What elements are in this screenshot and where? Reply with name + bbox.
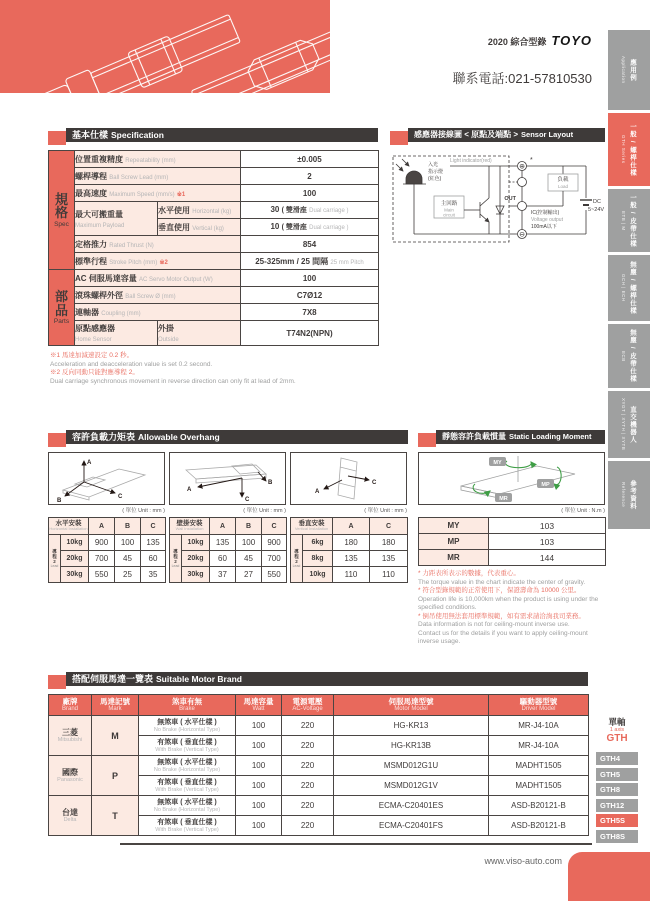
- col-header: 驅動器型號 Driver Model: [489, 695, 589, 716]
- voltage-cell: 220: [282, 816, 334, 836]
- tab-zh-label: 應用例: [629, 58, 636, 82]
- section-title: [66, 128, 378, 142]
- svg-text:A: A: [315, 489, 320, 495]
- overhang-table-vertical: [290, 517, 408, 583]
- svg-text:*: *: [530, 157, 533, 164]
- value-cell: 180: [333, 535, 370, 551]
- note-line: Contact us for the details if you want to apply ceiling-mount inverse usage.: [418, 629, 588, 645]
- svg-text:A: A: [87, 460, 92, 466]
- spec-label: AC 伺服馬達容量 AC Servo Motor Output (W): [75, 270, 241, 287]
- overhang-table-name: 垂直安裝 Vertical Installation: [291, 518, 333, 535]
- section-title: [66, 672, 588, 686]
- svg-text:C: C: [245, 497, 250, 503]
- tab-en-label: GTH Series: [621, 135, 626, 164]
- load-cell: 20kg: [182, 551, 210, 567]
- spec-group-parts: 部品 Parts: [49, 270, 75, 346]
- lead-cell: 導程 2 Lead: [49, 535, 61, 583]
- catalog-edition: [488, 33, 592, 48]
- svg-text:5~24V: 5~24V: [588, 207, 605, 213]
- spec-value: 7X8: [241, 304, 379, 321]
- value-cell: 110: [333, 567, 370, 583]
- col-header: B: [115, 518, 141, 535]
- tab-zh-label: 一般 / 螺桿仕樣: [629, 122, 636, 177]
- website-link[interactable]: www.viso-auto.com: [484, 856, 562, 866]
- motor-row: [49, 716, 589, 736]
- note-line: ※1 馬達加減速設定 0.2 秒。: [50, 352, 134, 359]
- brake-cell: 無煞車 ( 水平仕樣 ) No Brake (Horizontal Type): [139, 796, 236, 816]
- voltage-cell: 220: [282, 736, 334, 756]
- driver-model-cell: MADHT1505: [489, 776, 589, 796]
- note-line: Dual carriage synchronous movement in reverse direction can only fit at lead of 2mm.: [50, 377, 296, 385]
- gth-tab-gth12[interactable]: GTH12: [596, 799, 638, 812]
- catalog-edition-label: 2020 綜合型錄: [487, 37, 547, 47]
- spec-label: 螺桿導程 Ball Screw Lead (mm): [75, 168, 241, 185]
- tab-zh-label: 參考資料: [629, 480, 636, 510]
- svg-text:Main: Main: [444, 207, 454, 213]
- moment-value: 103: [489, 518, 606, 534]
- note-line: * 力距表所表示的數據，代表重心。: [418, 570, 520, 577]
- svg-text:B: B: [268, 480, 273, 486]
- section-title-en: Suitable Motor Brand: [156, 674, 242, 684]
- note-line: Operation life is 10,000km when the product is using under the specified conditions.: [418, 595, 599, 611]
- watt-cell: 100: [236, 736, 282, 756]
- sidebar-tab-ecb[interactable]: [608, 324, 650, 388]
- watt-cell: 100: [236, 796, 282, 816]
- col-header: C: [262, 518, 287, 535]
- gth-tab-gth5s[interactable]: GTH5S: [596, 814, 638, 827]
- value-cell: 37: [210, 567, 236, 583]
- load-cell: 10kg: [182, 535, 210, 551]
- sidebar-tab-reference[interactable]: [608, 461, 650, 529]
- load-cell: 6kg: [303, 535, 333, 551]
- toyo-logo: TOYO: [551, 33, 592, 48]
- section-title-zh: 感應器接線圖 < 原點及端點 >: [414, 130, 519, 139]
- section-sensor-header: [390, 128, 605, 145]
- section-accent-square: [48, 131, 66, 145]
- col-header: A: [89, 518, 115, 535]
- section-accent-square: [48, 675, 66, 689]
- load-cell: 8kg: [303, 551, 333, 567]
- section-title-en: Allowable Overhang: [138, 432, 220, 442]
- value-cell: 45: [115, 551, 141, 567]
- mark-cell: T: [92, 796, 139, 836]
- value-cell: 550: [89, 567, 115, 583]
- static-moment-notes: [418, 570, 608, 647]
- spec-group-spec: 規格 Spec: [49, 151, 75, 270]
- col-header: C: [141, 518, 166, 535]
- svg-text:Light indicator(red): Light indicator(red): [450, 158, 492, 164]
- motor-model-cell: HG-KR13B: [334, 736, 489, 756]
- unit-label: ( 單位 Unit : N.m ): [561, 508, 605, 514]
- watt-cell: 100: [236, 816, 282, 836]
- tab-en-label: ECB: [621, 350, 626, 362]
- svg-text:A: A: [187, 487, 192, 493]
- svg-text:指示燈: 指示燈: [428, 169, 444, 175]
- note-line: * 符合型錄規範的正常使用下，保證壽命為 10000 公里。: [418, 587, 581, 594]
- section-title-zh: 容許負載力矩表: [72, 432, 136, 442]
- spec-label: 最大可搬重量 Maximum Payload: [75, 202, 158, 236]
- section-accent-square: [418, 433, 436, 447]
- spec-label: 位置重複精度 Repeatability (mm): [75, 151, 241, 168]
- col-header: 馬達容量 Watt: [236, 695, 282, 716]
- svg-text:Load: Load: [557, 184, 569, 189]
- svg-text:MR: MR: [499, 496, 508, 502]
- note-line: Data information is not for ceiling-mount inverse use.: [418, 621, 570, 628]
- motor-row: [49, 756, 589, 776]
- section-title-en: Specification: [111, 130, 164, 140]
- spec-value: 30 ( 雙滑座 Dual carriage ): [241, 202, 379, 219]
- spec-label: 連軸器 Coupling (mm): [75, 304, 241, 321]
- mark-cell: M: [92, 716, 139, 756]
- spec-label: 標準行程 Stroke Pitch (mm) ※2: [75, 253, 241, 270]
- note-line: * 倒吊使用無法套用標準規範，如有需求請洽詢我司業務。: [418, 612, 585, 620]
- svg-text:入光: 入光: [428, 162, 439, 168]
- tab-en-label: Reference: [621, 482, 626, 508]
- col-header: 馬達記號 Mark: [92, 695, 139, 716]
- spec-value: 25-325mm / 25 間隔 25 mm Pitch: [241, 253, 379, 270]
- motor-row: [49, 796, 589, 816]
- overhang-table-wall: [169, 517, 287, 583]
- section-title-en: Static Loading Moment: [509, 432, 592, 441]
- moment-label: MP: [419, 534, 489, 550]
- col-header: C: [370, 518, 408, 535]
- voltage-cell: 220: [282, 776, 334, 796]
- moment-label: MY: [419, 518, 489, 534]
- spec-value: T74N2(NPN): [241, 321, 379, 346]
- voltage-cell: 220: [282, 756, 334, 776]
- value-cell: 100: [115, 535, 141, 551]
- footer-divider: [120, 843, 592, 845]
- col-header: 伺服馬達型號 Motor Model: [334, 695, 489, 716]
- motor-model-cell: MSMD012G1U: [334, 756, 489, 776]
- brand-cell: 台達 Delta: [49, 796, 92, 836]
- load-cell: 30kg: [61, 567, 89, 583]
- overhang-diagram-vertical: [290, 452, 407, 505]
- note-line: ※2 反向同動只能對應導程 2。: [50, 369, 139, 376]
- value-cell: 550: [262, 567, 287, 583]
- sidebar-tab-etb[interactable]: [608, 189, 650, 252]
- driver-model-cell: ASD-B20121-B: [489, 816, 589, 836]
- product-illustration: [0, 0, 330, 93]
- moment-value: 144: [489, 550, 606, 566]
- tab-en-label: ETB | M: [621, 210, 626, 231]
- overhang-table-name: 壁掛安裝 Wall Installation: [170, 518, 210, 535]
- value-cell: 135: [333, 551, 370, 567]
- col-header: 煞車有無 Brake: [139, 695, 236, 716]
- moment-label: MR: [419, 550, 489, 566]
- spec-value: 100: [241, 185, 379, 202]
- value-cell: 35: [141, 567, 166, 583]
- col-header: A: [210, 518, 236, 535]
- spec-value: 854: [241, 236, 379, 253]
- svg-text:C: C: [372, 480, 377, 486]
- svg-text:B: B: [57, 498, 62, 503]
- sensor-wiring-diagram: [390, 148, 605, 253]
- watt-cell: 100: [236, 776, 282, 796]
- hero-banner: [0, 0, 330, 93]
- spec-sublabel: 外掛 Outside: [158, 321, 241, 346]
- motor-model-cell: ECMA-C20401FS: [334, 816, 489, 836]
- svg-text:⊕: ⊕: [519, 163, 525, 171]
- gth-tab-gth8s[interactable]: GTH8S: [596, 830, 638, 843]
- value-cell: 180: [370, 535, 408, 551]
- lead-cell: 導程 2 Lead: [291, 535, 303, 583]
- col-header: 電源電壓 AC-Voltage: [282, 695, 334, 716]
- spec-value: 10 ( 雙滑座 Dual carriage ): [241, 219, 379, 236]
- overhang-table-horizontal: [48, 517, 166, 583]
- watt-cell: 100: [236, 716, 282, 736]
- motor-table-header-row: [49, 695, 589, 716]
- moment-value: 103: [489, 534, 606, 550]
- tab-en-label: XYGT | XYTH | XYTB: [621, 398, 626, 451]
- value-cell: 135: [370, 551, 408, 567]
- value-cell: 25: [115, 567, 141, 583]
- svg-text:OUT: OUT: [504, 196, 516, 202]
- value-cell: 60: [210, 551, 236, 567]
- motor-model-cell: ECMA-C20401ES: [334, 796, 489, 816]
- svg-text:DC: DC: [593, 199, 601, 205]
- svg-text:⊖: ⊖: [519, 231, 525, 239]
- col-header: B: [236, 518, 262, 535]
- motor-model-cell: MSMD012G1V: [334, 776, 489, 796]
- value-cell: 700: [262, 551, 287, 567]
- spec-value: ±0.005: [241, 151, 379, 168]
- watt-cell: 100: [236, 756, 282, 776]
- spec-label: 最高速度 Maximum Speed (mm/s) ※1: [75, 185, 241, 202]
- section-motor-header: [48, 672, 588, 689]
- voltage-cell: 220: [282, 796, 334, 816]
- motor-model-cell: HG-KR13: [334, 716, 489, 736]
- spec-value: C7Ø12: [241, 287, 379, 304]
- spec-label: 原點感應器 Home Sensor: [75, 321, 158, 346]
- sidebar-tab-gch-ech[interactable]: [608, 255, 650, 321]
- lead-cell: 導程 2 Lead: [170, 535, 182, 583]
- gth-label-series: GTH: [606, 733, 628, 744]
- load-cell: 10kg: [61, 535, 89, 551]
- spec-sublabel: 水平使用 Horizontal (kg): [158, 202, 241, 219]
- gth-tab-gth8[interactable]: GTH8: [596, 783, 638, 796]
- section-accent-square: [390, 131, 408, 145]
- spec-value: 2: [241, 168, 379, 185]
- section-title-en: Sensor Layout: [521, 130, 574, 139]
- gth-tab-gth5[interactable]: GTH5: [596, 768, 638, 781]
- section-accent-square: [48, 433, 66, 447]
- value-cell: 45: [236, 551, 262, 567]
- motor-table: [48, 694, 589, 836]
- tab-en-label: GCH | ECH: [621, 274, 626, 302]
- gth-nav-label: [592, 717, 642, 745]
- load-cell: 30kg: [182, 567, 210, 583]
- static-moment-diagram: [418, 452, 605, 505]
- spec-label: 定格推力 Rated Thrust (N): [75, 236, 241, 253]
- value-cell: 60: [141, 551, 166, 567]
- unit-label: ( 單位 Unit : mm ): [122, 508, 165, 514]
- section-title-zh: 搭配伺服馬達一覽表: [72, 674, 154, 684]
- brake-cell: 無煞車 ( 水平仕樣 ) No Brake (Horizontal Type): [139, 716, 236, 736]
- brand-cell: 國際 Panasonic: [49, 756, 92, 796]
- tab-zh-label: 無塵 / 螺桿仕樣: [629, 261, 636, 315]
- section-static-moment-header: [418, 430, 605, 447]
- load-cell: 10kg: [303, 567, 333, 583]
- svg-text:MP: MP: [541, 482, 550, 488]
- spec-label: 滾珠螺桿外徑 Ball Screw Ø (mm): [75, 287, 241, 304]
- value-cell: 135: [141, 535, 166, 551]
- tab-zh-label: 無塵 / 皮帶仕樣: [629, 329, 636, 383]
- value-cell: 700: [89, 551, 115, 567]
- load-cell: 20kg: [61, 551, 89, 567]
- tab-en-label: Application: [621, 56, 626, 84]
- svg-text:100mA以下: 100mA以下: [531, 224, 557, 230]
- unit-label: ( 單位 Unit : mm ): [364, 508, 407, 514]
- driver-model-cell: MR-J4-10A: [489, 716, 589, 736]
- overhang-diagram-horizontal: [48, 452, 165, 505]
- spec-value: 100: [241, 270, 379, 287]
- page-corner-decoration: [568, 852, 650, 901]
- sidebar-tab-cartesian-robot[interactable]: [608, 391, 650, 458]
- note-line: The torque value in the chart indicate the center of gravity.: [418, 578, 586, 586]
- section-title: [436, 430, 605, 444]
- col-header: 廠牌 Brand: [49, 695, 92, 716]
- phone-number: 聯系電話:021-57810530: [452, 71, 592, 86]
- static-moment-table: [418, 517, 606, 566]
- col-header: A: [333, 518, 370, 535]
- sidebar-tab-application[interactable]: [608, 30, 650, 110]
- svg-text:負載: 負載: [557, 177, 569, 183]
- brake-cell: 有煞車 ( 垂直仕樣 ) With Brake (Vertical Type): [139, 816, 236, 836]
- value-cell: 100: [236, 535, 262, 551]
- svg-text:主回路: 主回路: [440, 201, 458, 207]
- note-line: Acceleration and deacceleration value is set 0.2 second.: [50, 360, 213, 368]
- brand-cell: 三菱 Mitsubishi: [49, 716, 92, 756]
- unit-label: ( 單位 Unit : mm ): [243, 508, 286, 514]
- svg-text:(紅色): (紅色): [428, 176, 442, 182]
- spec-sublabel: 垂直使用 Vertical (kg): [158, 219, 241, 236]
- tab-zh-label: 直交機器人: [629, 405, 636, 444]
- svg-text:circuit: circuit: [443, 212, 455, 218]
- gth-tab-gth4[interactable]: GTH4: [596, 752, 638, 765]
- gth-label-en: 1 axis: [609, 727, 625, 733]
- value-cell: 900: [262, 535, 287, 551]
- value-cell: 27: [236, 567, 262, 583]
- mark-cell: P: [92, 756, 139, 796]
- driver-model-cell: ASD-B20121-B: [489, 796, 589, 816]
- spec-table: [48, 150, 379, 346]
- value-cell: 900: [89, 535, 115, 551]
- voltage-cell: 220: [282, 716, 334, 736]
- overhang-diagram-wall: [169, 452, 286, 505]
- tab-zh-label: 一般 / 皮帶仕樣: [629, 193, 636, 248]
- spec-notes: [50, 352, 380, 386]
- svg-text:C: C: [118, 494, 123, 500]
- brake-cell: 無煞車 ( 水平仕樣 ) No Brake (Horizontal Type): [139, 756, 236, 776]
- value-cell: 135: [210, 535, 236, 551]
- brake-cell: 有煞車 ( 垂直仕樣 ) With Brake (Vertical Type): [139, 776, 236, 796]
- driver-model-cell: MADHT1505: [489, 756, 589, 776]
- value-cell: 110: [370, 567, 408, 583]
- sidebar-tab-gth-series[interactable]: [608, 113, 650, 186]
- section-specification-header: [48, 128, 378, 145]
- overhang-table-name: 水平安裝 Horizontal Installation: [49, 518, 89, 535]
- driver-model-cell: MR-J4-10A: [489, 736, 589, 756]
- section-title-zh: 基本仕樣: [72, 130, 109, 140]
- gth-label-zh: 單軸: [608, 717, 626, 727]
- section-overhang-header: [48, 430, 408, 447]
- svg-text:Voltage output: Voltage output: [531, 217, 563, 223]
- svg-text:IC(控制輸出): IC(控制輸出): [531, 210, 560, 216]
- brake-cell: 有煞車 ( 垂直仕樣 ) With Brake (Vertical Type): [139, 736, 236, 756]
- section-title: [66, 430, 408, 444]
- svg-text:MY: MY: [493, 460, 502, 466]
- section-title-zh: 靜態容許負載慣量: [442, 432, 506, 441]
- section-title: [408, 128, 605, 142]
